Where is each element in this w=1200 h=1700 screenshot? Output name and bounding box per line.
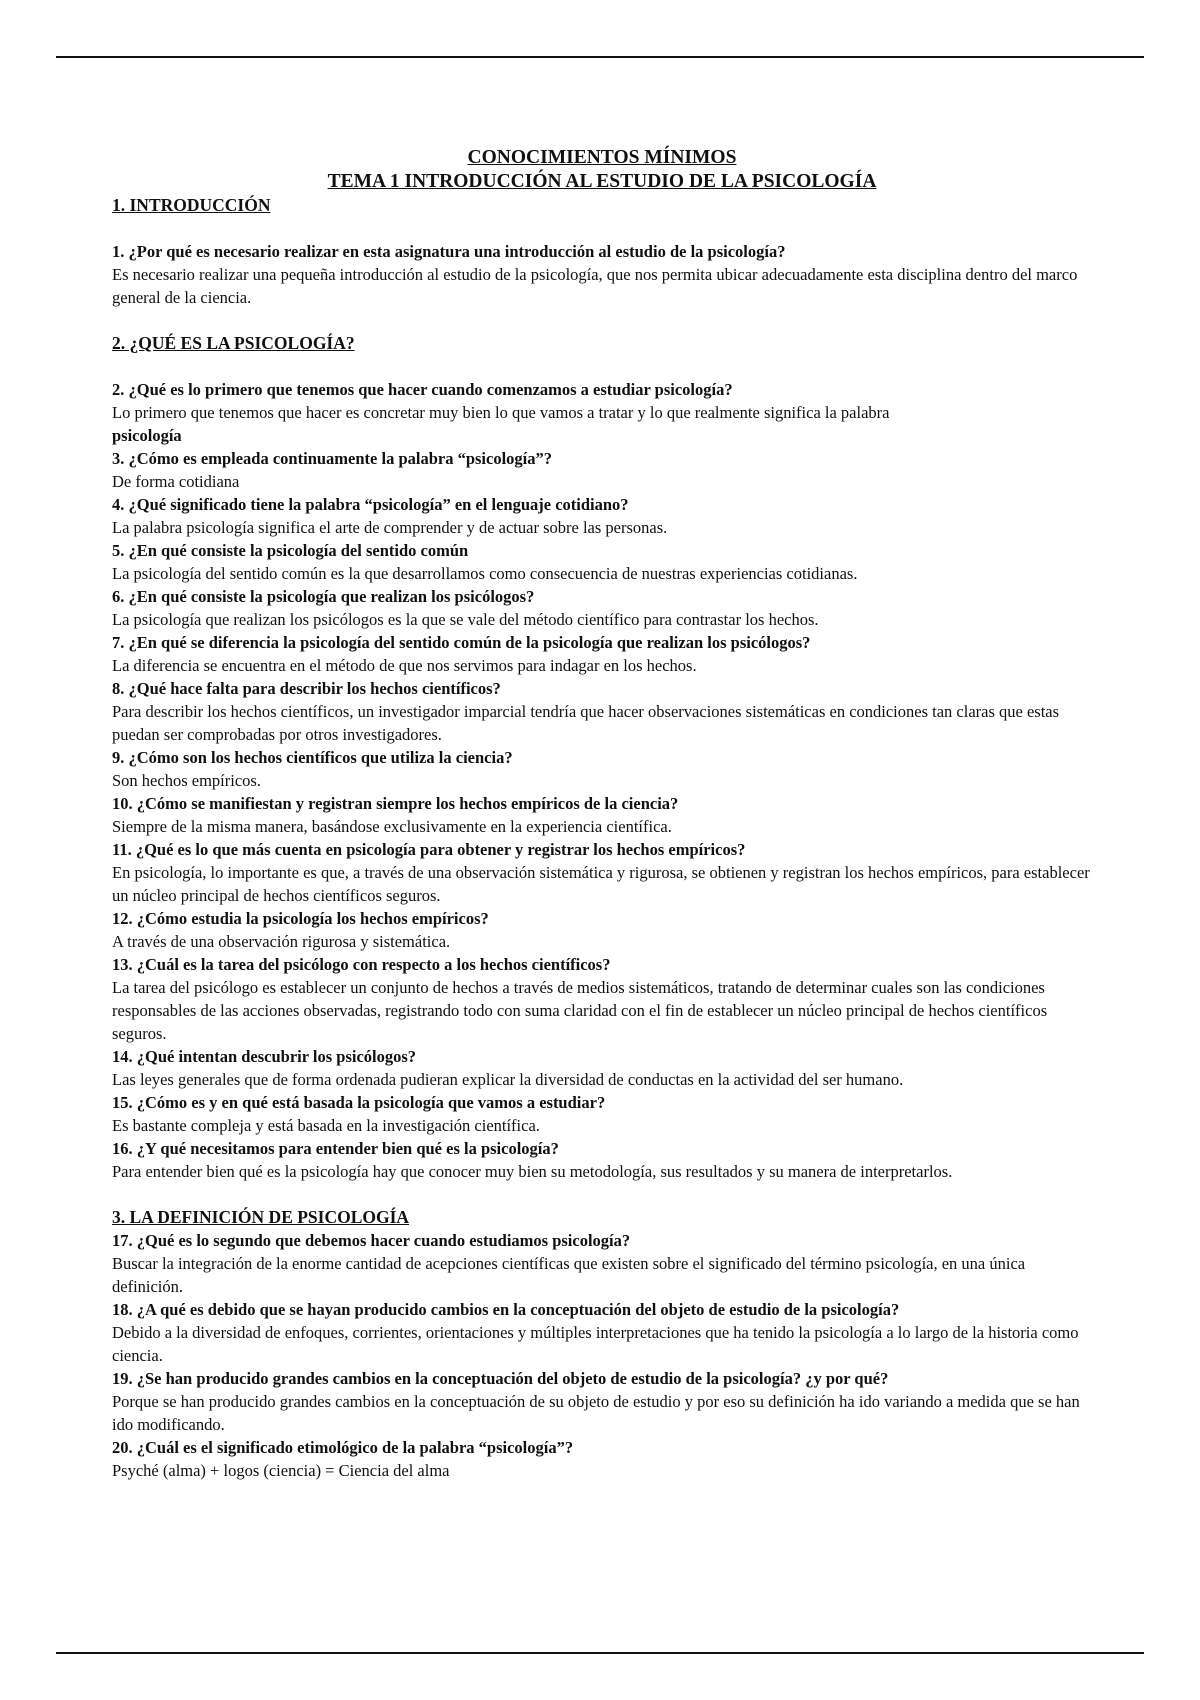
answer-2 <box>112 401 1092 447</box>
answer-4: La palabra psicología significa el arte de comprender y de actuar sobre las personas. <box>112 518 668 537</box>
answer-10: Siempre de la misma manera, basándose exclusivamente en la experiencia científica. <box>112 817 672 836</box>
question-20: 20. ¿Cuál es el significado etimológico de la palabra “psicología”? <box>112 1438 574 1457</box>
document-body <box>112 146 1092 1482</box>
answer-2-text: Lo primero que tenemos que hacer es concretar muy bien lo que vamos a tratar y lo que realmente significa la palabra <box>112 403 890 422</box>
answer-9: Son hechos empíricos. <box>112 771 261 790</box>
answer-8: Para describir los hechos científicos, un investigador imparcial tendría que hacer observaciones sistemáticas en condiciones tan claras que estas puedan ser comprobadas por otros investigadores. <box>112 702 1060 744</box>
question-18: 18. ¿A qué es debido que se hayan producido cambios en la conceptuación del objeto de estudio de la psicología? <box>112 1300 900 1319</box>
question-5: 5. ¿En qué consiste la psicología del sentido común <box>112 541 469 560</box>
answer-16: Para entender bien qué es la psicología hay que conocer muy bien su metodología, sus resultados y su manera de interpretarlos. <box>112 1162 953 1181</box>
answer-3: De forma cotidiana <box>112 472 240 491</box>
question-3: 3. ¿Cómo es empleada continuamente la palabra “psicología”? <box>112 449 552 468</box>
answer-14: Las leyes generales que de forma ordenada pudieran explicar la diversidad de conductas en la actividad del ser humano. <box>112 1070 904 1089</box>
answer-17: Buscar la integración de la enorme cantidad de acepciones científicas que existen sobre el significado del término psicología, en una única definición. <box>112 1254 1026 1296</box>
question-14: 14. ¿Qué intentan descubrir los psicólogos? <box>112 1047 417 1066</box>
answer-12: A través de una observación rigurosa y sistemática. <box>112 932 451 951</box>
answer-18: Debido a la diversidad de enfoques, corrientes, orientaciones y múltiples interpretaciones que ha tenido la psicología a lo largo de la historia como ciencia. <box>112 1323 1079 1365</box>
top-rule <box>56 56 1144 58</box>
question-19: 19. ¿Se han producido grandes cambios en la conceptuación del objeto de estudio de la psicología? ¿y por qué? <box>112 1369 889 1388</box>
question-4: 4. ¿Qué significado tiene la palabra “psicología” en el lenguaje cotidiano? <box>112 495 629 514</box>
answer-1: Es necesario realizar una pequeña introducción al estudio de la psicología, que nos permita ubicar adecuadamente esta disciplina dentro del marco general de la ciencia. <box>112 265 1078 307</box>
section-heading-3: 3. LA DEFINICIÓN DE PSICOLOGÍA <box>112 1207 410 1227</box>
question-10: 10. ¿Cómo se manifiestan y registran siempre los hechos empíricos de la ciencia? <box>112 794 679 813</box>
answer-6: La psicología que realizan los psicólogos es la que se vale del método científico para contrastar los hechos. <box>112 610 819 629</box>
title-line-1: CONOCIMIENTOS MÍNIMOS <box>467 147 737 168</box>
section-heading-1: 1. INTRODUCCIÓN <box>112 195 271 215</box>
question-16: 16. ¿Y qué necesitamos para entender bien qué es la psicología? <box>112 1139 559 1158</box>
question-9: 9. ¿Cómo son los hechos científicos que utiliza la ciencia? <box>112 748 513 767</box>
question-12: 12. ¿Cómo estudia la psicología los hechos empíricos? <box>112 909 489 928</box>
question-6: 6. ¿En qué consiste la psicología que realizan los psicólogos? <box>112 587 535 606</box>
section-heading-2: 2. ¿QUÉ ES LA PSICOLOGÍA? <box>112 333 355 353</box>
answer-11: En psicología, lo importante es que, a través de una observación sistemática y rigurosa, se obtienen y registran los hechos empíricos, para establecer un núcleo principal de hechos científicos seguros. <box>112 863 1090 905</box>
answer-15: Es bastante compleja y está basada en la investigación científica. <box>112 1116 540 1135</box>
question-1: 1. ¿Por qué es necesario realizar en esta asignatura una introducción al estudio de la psicología? <box>112 242 786 261</box>
answer-20: Psyché (alma) + logos (ciencia) = Ciencia del alma <box>112 1461 450 1480</box>
question-7: 7. ¿En qué se diferencia la psicología del sentido común de la psicología que realizan los psicólogos? <box>112 633 811 652</box>
question-8: 8. ¿Qué hace falta para describir los hechos científicos? <box>112 679 501 698</box>
question-2: 2. ¿Qué es lo primero que tenemos que hacer cuando comenzamos a estudiar psicología? <box>112 380 733 399</box>
question-11: 11. ¿Qué es lo que más cuenta en psicología para obtener y registrar los hechos empíricos? <box>112 840 746 859</box>
question-17: 17. ¿Qué es lo segundo que debemos hacer cuando estudiamos psicología? <box>112 1231 631 1250</box>
question-15: 15. ¿Cómo es y en qué está basada la psicología que vamos a estudiar? <box>112 1093 606 1112</box>
title-line-2: TEMA 1 INTRODUCCIÓN AL ESTUDIO DE LA PSICOLOGÍA <box>327 171 877 192</box>
answer-5: La psicología del sentido común es la que desarrollamos como consecuencia de nuestras experiencias cotidianas. <box>112 564 858 583</box>
document-title <box>112 146 1092 170</box>
answer-7: La diferencia se encuentra en el método de que nos servimos para indagar en los hechos. <box>112 656 697 675</box>
document-subtitle <box>112 170 1092 194</box>
bottom-rule <box>56 1652 1144 1654</box>
answer-13: La tarea del psicólogo es establecer un conjunto de hechos a través de medios sistemáticos, tratando de determinar cuales son las condiciones responsables de las acciones observadas, registrando todo con suma claridad con el fin de establecer un núcleo principal de hechos científicos seguros. <box>112 978 1048 1043</box>
question-13: 13. ¿Cuál es la tarea del psicólogo con respecto a los hechos científicos? <box>112 955 611 974</box>
answer-19: Porque se han producido grandes cambios en la conceptuación de su objeto de estudio y por eso su definición ha ido variando a medida que se han ido modificando. <box>112 1392 1080 1434</box>
answer-2-bold-term: psicología <box>112 426 182 445</box>
